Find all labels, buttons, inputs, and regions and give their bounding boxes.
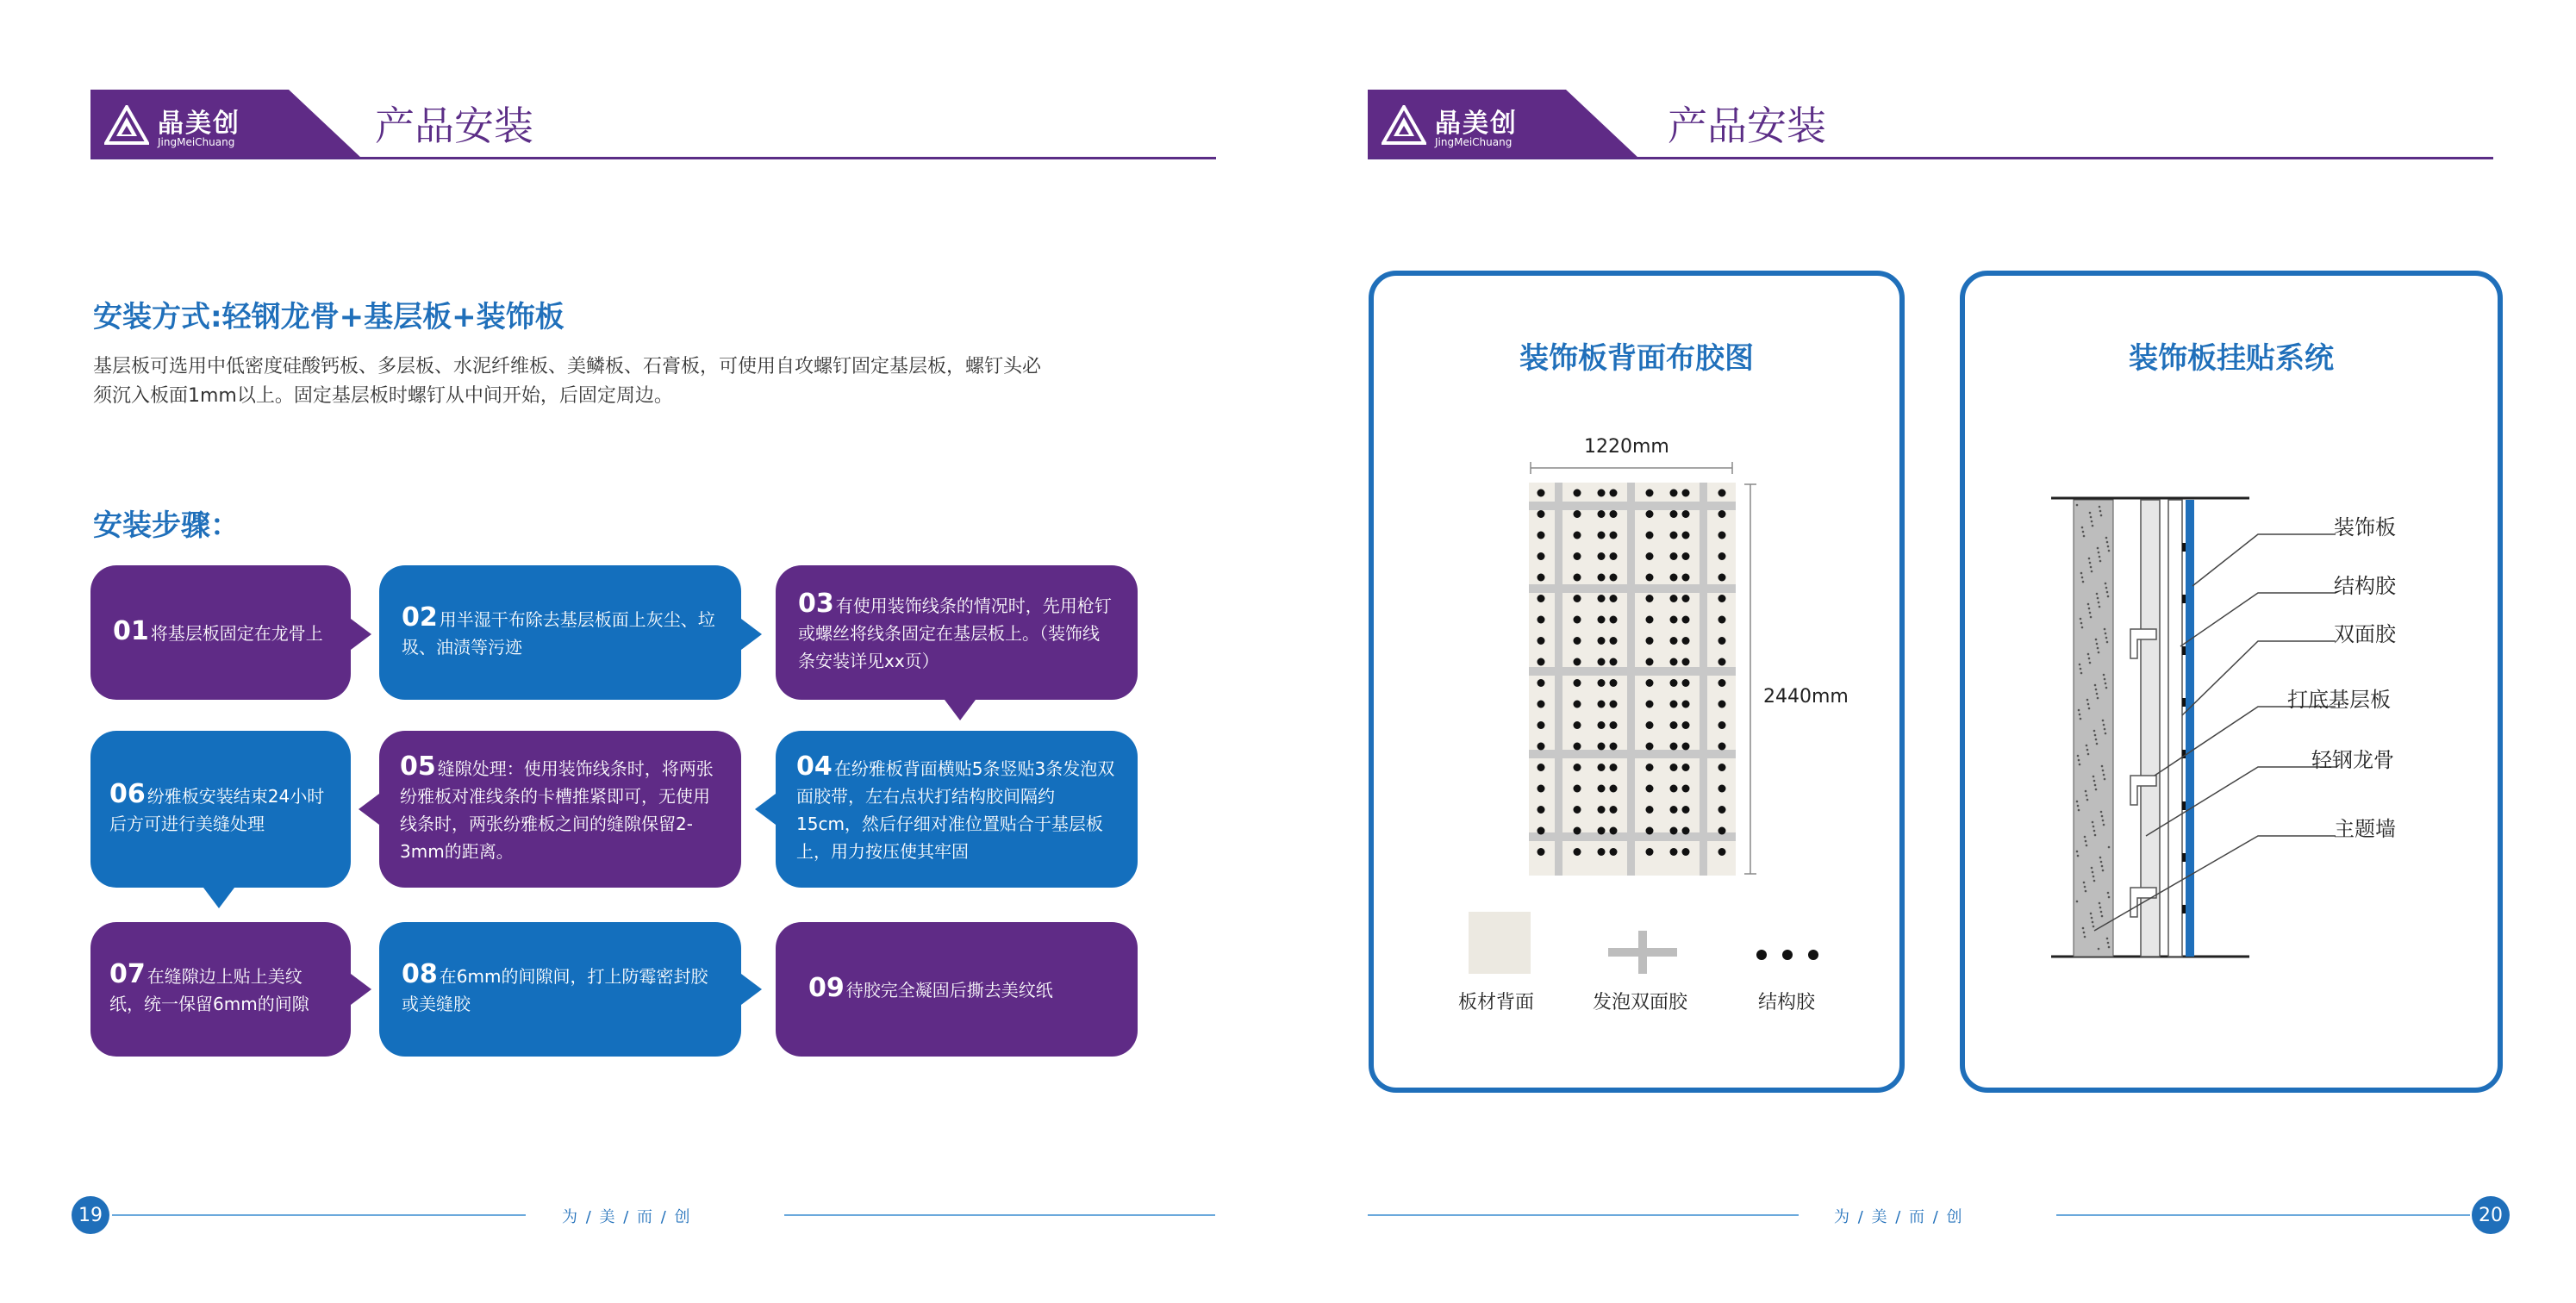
- arrow-right: [741, 974, 762, 1005]
- glue-dot: [1646, 574, 1654, 582]
- step-06: [90, 731, 351, 888]
- glue-dot: [1598, 701, 1606, 708]
- page-title: 产品安装: [1668, 103, 1826, 149]
- legend-label: 结构胶: [1758, 992, 1816, 1013]
- glue-dot: [1610, 764, 1618, 771]
- arrow-left: [359, 794, 379, 825]
- glue-dot: [1718, 806, 1726, 814]
- glue-dot: [1682, 552, 1690, 560]
- arrow-left: [755, 794, 776, 825]
- step-text: 在缝隙边上贴上美纹纸，统一保留6mm的间隙: [109, 966, 309, 1014]
- glue-dot: [1537, 552, 1545, 560]
- layer-label: 双面胶: [2334, 622, 2396, 646]
- method-line-2: 须沉入板面1mm以上。固定基层板时螺钉从中间开始，后固定周边。: [93, 385, 673, 407]
- glue-dot: [1574, 510, 1581, 518]
- glue-dot: [1646, 637, 1654, 645]
- legend-swatch-board: [1469, 912, 1531, 974]
- glue-dot: [1598, 658, 1606, 666]
- glue-dot: [1610, 721, 1618, 729]
- glue-dot: [1682, 848, 1690, 856]
- glue-dot: [1670, 658, 1678, 666]
- step-09: [776, 922, 1138, 1057]
- glue-dot: [1598, 510, 1606, 518]
- glue-dot: [1646, 701, 1654, 708]
- glue-dot: [1537, 721, 1545, 729]
- glue-dot: [1718, 701, 1726, 708]
- glue-dot: [1610, 827, 1618, 835]
- legend-label: 板材背面: [1458, 992, 1535, 1013]
- step-text: 在6mm的间隙间，打上防霉密封胶或美缝胶: [402, 966, 708, 1014]
- brand-name-en: JingMeiChuang: [158, 136, 235, 148]
- glue-dot: [1682, 532, 1690, 539]
- layer-label: 轻钢龙骨: [2311, 748, 2394, 772]
- glue-dot: [1670, 848, 1678, 856]
- glue-dot: [1574, 595, 1581, 602]
- page-title: 产品安装: [375, 103, 533, 149]
- glue-dot: [1598, 595, 1606, 602]
- glue-dot: [1598, 574, 1606, 582]
- glue-dot: [1574, 701, 1581, 708]
- glue-dot: [1598, 489, 1606, 497]
- glue-dot: [1670, 785, 1678, 793]
- logo-icon: [1382, 105, 1426, 145]
- step-text: 有使用装饰线条的情况时，先用枪钉或螺丝将线条固定在基层板上。（装饰线条安装详见xx页）: [798, 595, 1112, 671]
- glue-dot: [1682, 658, 1690, 666]
- step-05: [379, 731, 741, 888]
- legend-label: 发泡双面胶: [1593, 992, 1688, 1013]
- glue-dot: [1610, 785, 1618, 793]
- glue-dot: [1574, 806, 1581, 814]
- glue-dot: [1574, 848, 1581, 856]
- glue-dot: [1598, 616, 1606, 624]
- legend-icon-foam-tape: [1608, 931, 1677, 974]
- step-number: 04: [796, 751, 833, 782]
- glue-dot: [1670, 743, 1678, 751]
- glue-dot: [1598, 637, 1606, 645]
- glue-dot: [1610, 510, 1618, 518]
- glue-dot: [1718, 827, 1726, 835]
- dimension-height: 2440mm: [1763, 686, 1849, 708]
- glue-dot: [1598, 806, 1606, 814]
- glue-dot: [1537, 532, 1545, 539]
- glue-dot: [1670, 721, 1678, 729]
- glue-dot: [1537, 848, 1545, 856]
- glue-dot: [1670, 489, 1678, 497]
- glue-dot: [1537, 743, 1545, 751]
- step-number: 02: [402, 602, 438, 633]
- page-number: 20: [2472, 1196, 2510, 1234]
- step-text: 用半湿干布除去基层板面上灰尘、垃圾、油渍等污迹: [402, 609, 715, 658]
- glue-dot: [1574, 616, 1581, 624]
- glue-dot: [1718, 721, 1726, 729]
- glue-dot: [1574, 637, 1581, 645]
- arrow-down: [203, 888, 234, 908]
- glue-dot: [1646, 616, 1654, 624]
- glue-dot: [1646, 552, 1654, 560]
- glue-dot: [1537, 785, 1545, 793]
- step-text: 在纷雅板背面横贴5条竖贴3条发泡双面胶带，左右点状打结构胶间隔约15cm，然后仔细对准位置贴合于基层板上，用力按压使其牢固: [796, 758, 1115, 862]
- glue-dot: [1670, 510, 1678, 518]
- layer-label: 打底基层板: [2287, 688, 2391, 712]
- header-rule: [1368, 157, 2493, 159]
- step-number: 05: [400, 751, 436, 782]
- glue-layout-panel: [1369, 271, 1905, 1093]
- glue-dot: [1718, 637, 1726, 645]
- glue-dot: [1682, 616, 1690, 624]
- glue-dot: [1682, 785, 1690, 793]
- step-04: [776, 731, 1138, 888]
- layer-label: 主题墙: [2334, 817, 2396, 841]
- glue-dot: [1610, 848, 1618, 856]
- logo-banner: [1368, 90, 1639, 159]
- glue-dot: [1718, 510, 1726, 518]
- glue-dot: [1537, 827, 1545, 835]
- glue-dot: [1610, 637, 1618, 645]
- dimension-line-vertical: [1744, 483, 1756, 876]
- glue-dot: [1682, 489, 1690, 497]
- step-08: [379, 922, 741, 1057]
- page-number: 19: [72, 1196, 109, 1234]
- glue-dot: [1574, 743, 1581, 751]
- glue-dot: [1718, 489, 1726, 497]
- glue-dot: [1646, 532, 1654, 539]
- step-text: 纷雅板安装结束24小时后方可进行美缝处理: [109, 786, 325, 834]
- glue-dot: [1718, 595, 1726, 602]
- step-text: 缝隙处理：使用装饰线条时，将两张纷雅板对准线条的卡槽推紧即可，无使用线条时，两张纷雅板之间的缝隙保留2-3mm的距离。: [400, 758, 714, 862]
- glue-dot: [1682, 827, 1690, 835]
- glue-dot: [1646, 595, 1654, 602]
- glue-dot: [1670, 616, 1678, 624]
- glue-dot: [1646, 785, 1654, 793]
- panel-title: 装饰板挂贴系统: [2129, 341, 2334, 376]
- glue-dot: [1537, 637, 1545, 645]
- glue-dot: [1537, 658, 1545, 666]
- glue-dot: [1537, 574, 1545, 582]
- glue-dot: [1610, 679, 1618, 687]
- step-03: [776, 565, 1138, 700]
- glue-dot: [1718, 785, 1726, 793]
- arrow-right: [351, 974, 371, 1005]
- glue-dot: [1682, 701, 1690, 708]
- glue-dot: [1537, 679, 1545, 687]
- glue-dot: [1537, 701, 1545, 708]
- glue-dot: [1574, 552, 1581, 560]
- glue-dot: [1670, 679, 1678, 687]
- glue-dot: [1646, 806, 1654, 814]
- footer-line: [1368, 1214, 1799, 1216]
- glue-dot: [1537, 764, 1545, 771]
- glue-dot: [1610, 489, 1618, 497]
- footer-line: [112, 1214, 526, 1216]
- glue-dot: [1682, 637, 1690, 645]
- glue-dot: [1598, 743, 1606, 751]
- step-number: 01: [113, 616, 149, 646]
- glue-dot: [1670, 552, 1678, 560]
- dimension-width: 1220mm: [1584, 436, 1669, 458]
- step-07: [90, 922, 351, 1057]
- arrow-down: [945, 700, 976, 720]
- glue-dot: [1670, 637, 1678, 645]
- step-01: [90, 565, 351, 700]
- glue-dot: [1574, 827, 1581, 835]
- glue-dot: [1610, 806, 1618, 814]
- glue-dot: [1610, 574, 1618, 582]
- glue-dot: [1670, 532, 1678, 539]
- glue-dot: [1537, 616, 1545, 624]
- glue-dot: [1610, 595, 1618, 602]
- panel-title: 装饰板背面布胶图: [1519, 341, 1754, 376]
- footer-slogan: 为 / 美 / 而 / 创: [562, 1208, 692, 1226]
- glue-dot: [1598, 721, 1606, 729]
- glue-dot: [1682, 806, 1690, 814]
- dimension-line-horizontal: [1529, 462, 1736, 474]
- glue-dot: [1610, 552, 1618, 560]
- logo-icon: [104, 105, 149, 145]
- glue-dot: [1610, 616, 1618, 624]
- glue-dot: [1574, 658, 1581, 666]
- glue-dot: [1646, 827, 1654, 835]
- glue-dot: [1646, 510, 1654, 518]
- glue-dot: [1598, 764, 1606, 771]
- glue-dot: [1646, 764, 1654, 771]
- glue-dot: [1670, 827, 1678, 835]
- glue-dot: [1574, 489, 1581, 497]
- glue-dot: [1537, 510, 1545, 518]
- glue-dot: [1574, 679, 1581, 687]
- mounting-system-panel: [1960, 271, 2503, 1093]
- step-number: 06: [109, 779, 146, 809]
- glue-dot: [1718, 679, 1726, 687]
- step-number: 08: [402, 959, 438, 989]
- legend-icon-structural-glue: [1753, 946, 1822, 963]
- glue-dot: [1718, 848, 1726, 856]
- brand-name: 晶美创: [158, 109, 240, 139]
- glue-dot: [1598, 848, 1606, 856]
- glue-dot: [1610, 701, 1618, 708]
- glue-dot: [1574, 574, 1581, 582]
- glue-dot: [1598, 679, 1606, 687]
- step-number: 09: [808, 973, 845, 1003]
- glue-dot: [1646, 658, 1654, 666]
- glue-dot: [1646, 489, 1654, 497]
- brand-name-en: JingMeiChuang: [1435, 136, 1513, 148]
- glue-dot: [1610, 743, 1618, 751]
- arrow-right: [741, 619, 762, 650]
- glue-dot: [1718, 532, 1726, 539]
- glue-dot: [1598, 785, 1606, 793]
- glue-dot: [1598, 532, 1606, 539]
- glue-dot: [1670, 574, 1678, 582]
- glue-dot: [1646, 679, 1654, 687]
- glue-dot: [1598, 827, 1606, 835]
- layer-label: 装饰板: [2334, 515, 2396, 539]
- footer-line: [2056, 1214, 2470, 1216]
- glue-dot: [1598, 552, 1606, 560]
- layer-label: 结构胶: [2334, 574, 2396, 598]
- glue-dot: [1537, 489, 1545, 497]
- step-02: [379, 565, 741, 700]
- brand-name: 晶美创: [1435, 109, 1518, 139]
- step-text: 待胶完全凝固后撕去美纹纸: [845, 980, 1053, 1001]
- glue-dot: [1537, 806, 1545, 814]
- glue-dot: [1682, 679, 1690, 687]
- glue-dot: [1718, 574, 1726, 582]
- header-rule: [90, 157, 1216, 159]
- step-number: 07: [109, 959, 146, 989]
- method-line-1: 基层板可选用中低密度硅酸钙板、多层板、水泥纤维板、美鳞板、石膏板，可使用自攻螺钉固定基层板，螺钉头必: [93, 356, 1042, 377]
- logo-banner: [90, 90, 362, 159]
- glue-dot: [1574, 785, 1581, 793]
- glue-dot: [1646, 721, 1654, 729]
- glue-dot: [1682, 595, 1690, 602]
- glue-dot: [1646, 743, 1654, 751]
- step-text: 将基层板固定在龙骨上: [150, 623, 323, 644]
- glue-dot: [1718, 743, 1726, 751]
- glue-dot: [1682, 764, 1690, 771]
- glue-dot: [1718, 616, 1726, 624]
- steps-title: 安装步骤：: [93, 508, 240, 543]
- glue-dot: [1574, 764, 1581, 771]
- footer-line: [784, 1214, 1215, 1216]
- glue-dot: [1682, 721, 1690, 729]
- glue-dot: [1537, 595, 1545, 602]
- glue-dot: [1682, 743, 1690, 751]
- glue-dot: [1670, 701, 1678, 708]
- board-back-diagram: [1529, 483, 1736, 876]
- glue-dot: [1718, 764, 1726, 771]
- glue-dot: [1670, 806, 1678, 814]
- footer-slogan: 为 / 美 / 而 / 创: [1834, 1208, 1964, 1226]
- glue-dot: [1610, 658, 1618, 666]
- glue-dot: [1574, 532, 1581, 539]
- arrow-right: [351, 619, 371, 650]
- method-title: 安装方式:轻钢龙骨+基层板+装饰板: [93, 300, 564, 334]
- glue-dot: [1670, 595, 1678, 602]
- glue-dot: [1670, 764, 1678, 771]
- glue-dot: [1718, 552, 1726, 560]
- glue-dot: [1574, 721, 1581, 729]
- glue-dot: [1646, 848, 1654, 856]
- glue-dot: [1682, 510, 1690, 518]
- step-number: 03: [798, 589, 834, 619]
- glue-dot: [1682, 574, 1690, 582]
- glue-dot: [1610, 532, 1618, 539]
- leader-lines: [2051, 491, 2422, 991]
- glue-dot: [1718, 658, 1726, 666]
